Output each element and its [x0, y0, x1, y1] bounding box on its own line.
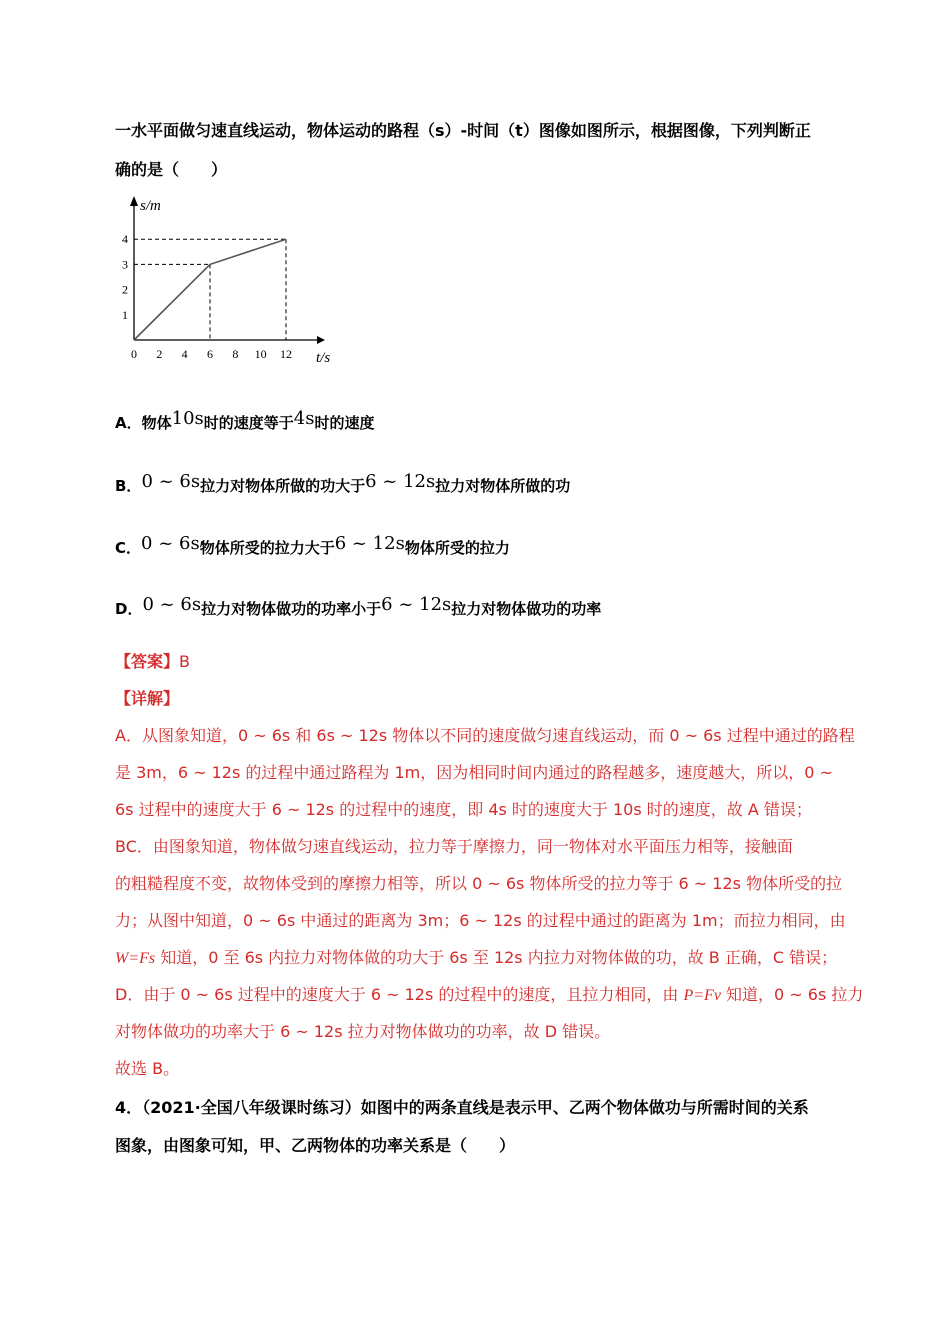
x-tick-label: 4 [181, 347, 188, 361]
answer-label: 【答案】 [115, 652, 180, 671]
detail-line-4: BC．由图象知道，物体做匀速直线运动，拉力等于摩擦力，同一物体对水平面压力相等，接触面 [115, 837, 793, 856]
conclusion: 故选 B。 [115, 1059, 180, 1078]
option-letter: D． [115, 600, 143, 618]
x-tick-label: 8 [232, 347, 239, 361]
answer-line [115, 649, 190, 672]
detail-line-2: 是 3m，6 ~ 12s 的过程中通过路程为 1m，因为相同时间内通过的路程越多，速度越大，所以，0 ~ [115, 763, 833, 782]
x-tick-label: 12 [280, 347, 292, 361]
detail-line-5: 的粗糙程度不变，故物体受到的摩擦力相等，所以 0 ~ 6s 物体所受的拉力等于 6 ~ 12s 物体所受的拉 [115, 874, 843, 893]
option-letter: A． [115, 414, 142, 432]
detail-line-1: A．从图象知道，0 ~ 6s 和 6s ~ 12s 物体以不同的速度做匀速直线运动，而 0 ~ 6s 过程中通过的路程 [115, 726, 855, 745]
q4-number: 4． [115, 1098, 143, 1117]
answer-value: B [179, 652, 190, 671]
y-tick-label: 3 [122, 257, 128, 272]
formula-p: P=Fv [683, 987, 721, 1004]
s-t-graph [112, 190, 352, 370]
detail-line-6: 力；从图中知道，0 ~ 6s 中通过的距离为 3m；6 ~ 12s 的过程中通过的距离为 1m；而拉力相同，由 [115, 911, 846, 930]
y-tick-label: 1 [122, 307, 128, 322]
option-a: A．物体10s时的速度等于4s时的速度 [115, 408, 375, 432]
detail-line-3: 6s 过程中的速度大于 6 ~ 12s 的过程中的速度，即 4s 时的速度大于 10s 时的速度，故 A 错误； [115, 800, 812, 819]
option-b: B．0 ~ 6s拉力对物体所做的功大于6 ~ 12s拉力对物体所做的功 [115, 471, 571, 495]
formula-w: W=Fs [115, 950, 156, 967]
graph-guides [134, 239, 286, 340]
option-d: D．0 ~ 6s拉力对物体做功的功率小于6 ~ 12s拉力对物体做功的功率 [115, 594, 602, 618]
graph-series [134, 239, 286, 340]
q4-line-2: 图象，由图象可知，甲、乙两物体的功率关系是（ ） [115, 1136, 516, 1155]
option-c: C．0 ~ 6s物体所受的拉力大于6 ~ 12s物体所受的拉力 [115, 533, 510, 557]
graph-ticks [122, 232, 292, 361]
question-line-1: 一水平面做匀速直线运动，物体运动的路程（s）-时间（t）图像如图所示，根据图像，下列判断正 [115, 121, 811, 140]
y-axis-label: s/m [140, 198, 161, 214]
series-line [134, 239, 286, 340]
q4-source: （2021·全国八年级课时练习） [142, 1098, 361, 1117]
x-tick-label: 10 [254, 347, 267, 361]
x-axis-label: t/s [316, 350, 331, 366]
x-tick-label: 2 [156, 347, 163, 361]
detail-line-8: D．由于 0 ~ 6s 过程中的速度大于 6 ~ 12s 的过程中的速度，且拉力相同，由 P=Fv 知道，0 ~ 6s 拉力 [115, 985, 864, 1004]
detail-label: 【详解】 [115, 689, 180, 708]
y-axis-arrow [130, 196, 138, 206]
option-letter: B． [115, 477, 142, 495]
y-tick-label: 2 [122, 282, 128, 297]
option-letter: C． [115, 539, 142, 557]
detail-line-7: W=Fs 知道，0 至 6s 内拉力对物体做的功大于 6s 至 12s 内拉力对物体做的功，故 B 正确，C 错误； [115, 948, 838, 967]
detail-line-9: 对物体做功的功率大于 6 ~ 12s 拉力对物体做功的功率，故 D 错误。 [115, 1022, 611, 1041]
graph-axes [130, 196, 325, 344]
q4-line-1: 4．（2021·全国八年级课时练习）如图中的两条直线是表示甲、乙两个物体做功与所需时间的关系 [115, 1098, 809, 1117]
y-tick-label: 4 [122, 232, 128, 247]
x-tick-label: 6 [207, 347, 213, 361]
question-line-2: 确的是（ ） [115, 160, 228, 179]
x-tick-label: 0 [131, 347, 137, 361]
x-axis-arrow [317, 336, 325, 344]
